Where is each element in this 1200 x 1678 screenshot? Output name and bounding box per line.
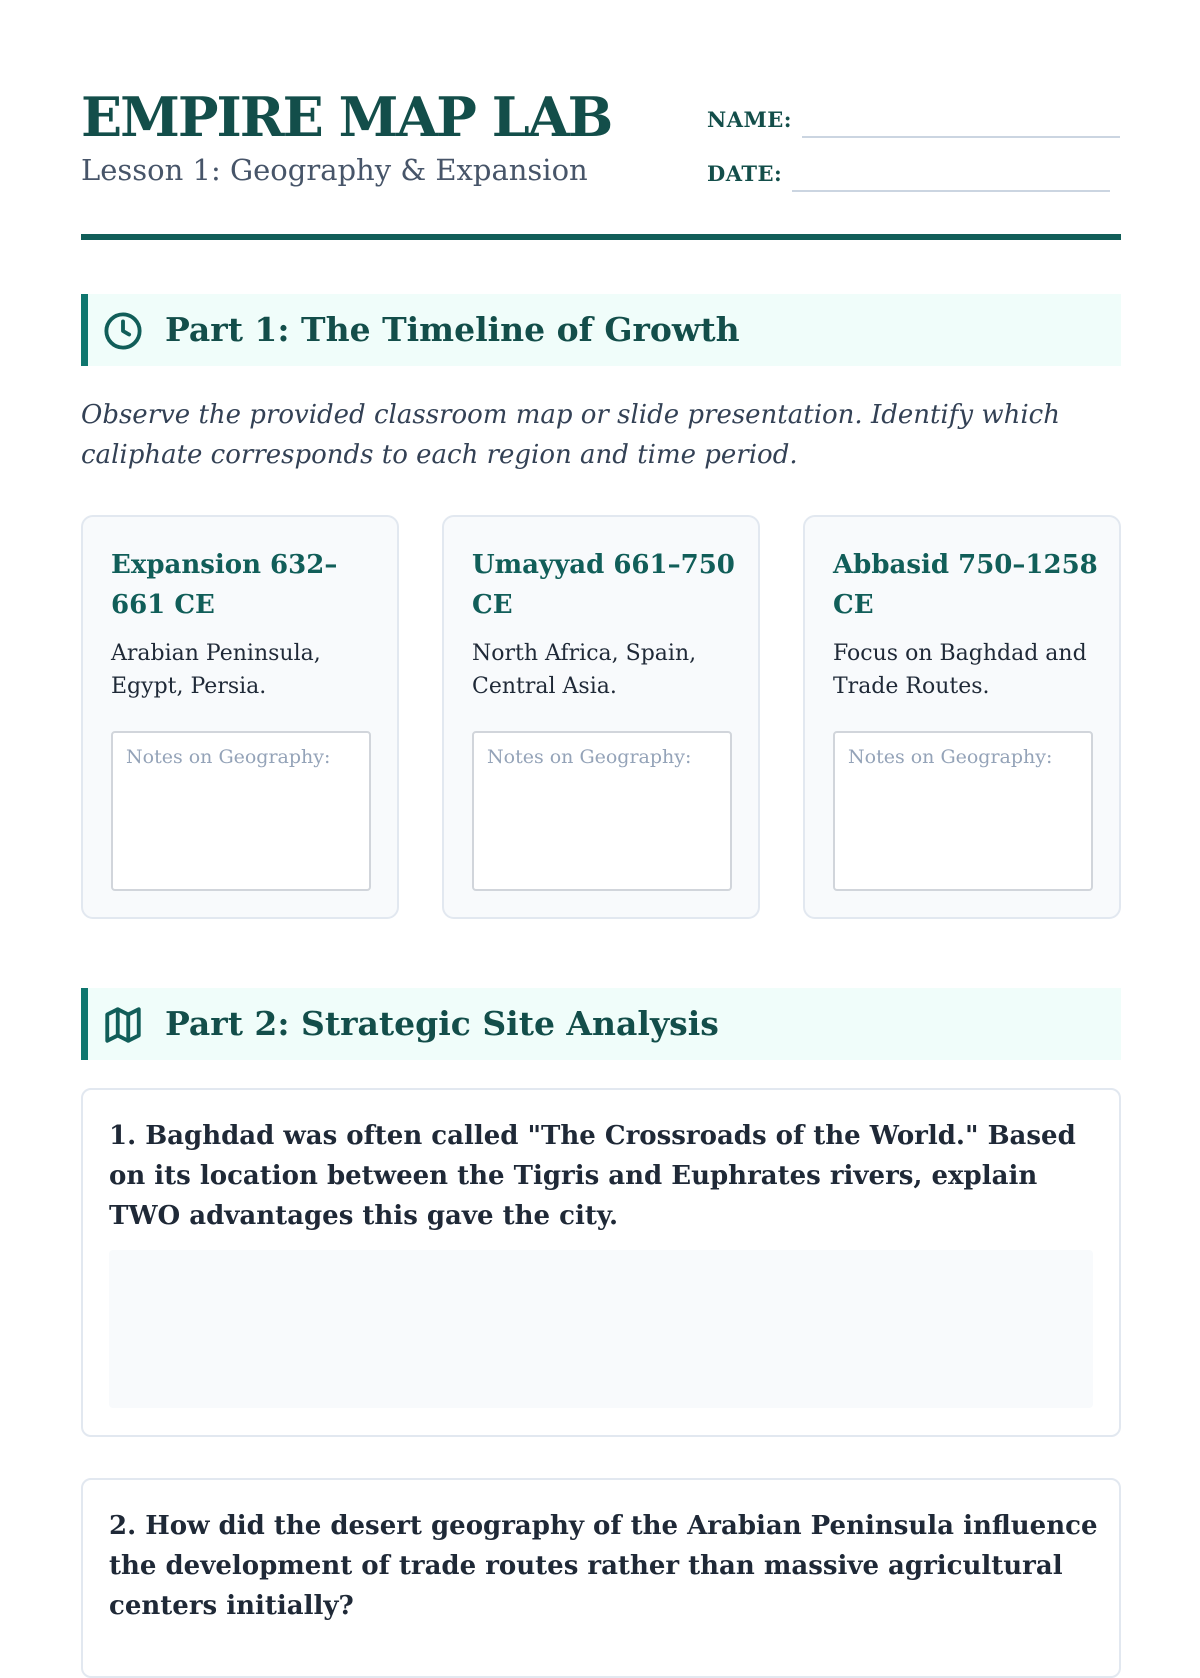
notes-box[interactable]	[472, 731, 732, 891]
answer-area[interactable]	[109, 1250, 1093, 1408]
date-field	[707, 154, 1111, 194]
part1-title: Part 1: The Timeline of Growth	[165, 310, 740, 349]
part1-header	[81, 294, 1121, 366]
question-text: 2. How did the desert geography of the Arabian Peninsula influence the development of trade routes rather than massive agricultural centers initially?	[109, 1511, 1098, 1621]
question-text: 1. Baghdad was often called "The Crossroads of the World." Based on its location between the Tigris and Euphrates rivers, explain TWO advantages this gave the city.	[109, 1121, 1076, 1231]
name-field	[707, 100, 1121, 140]
card-description: North Africa, Spain, Central Asia.	[472, 641, 697, 699]
name-label: NAME:	[707, 107, 792, 132]
card-title: Abbasid 750–1258 CE	[833, 550, 1098, 620]
notes-box[interactable]	[111, 731, 371, 891]
card-title: Umayyad 661–750 CE	[472, 550, 735, 620]
card-description: Arabian Peninsula, Egypt, Persia.	[111, 641, 321, 699]
question-2	[81, 1478, 1121, 1678]
name-line[interactable]	[802, 136, 1120, 138]
part1-instructions: Observe the provided classroom map or slide presentation. Identify which caliphate corresponds to each region and time period.	[81, 400, 1060, 470]
question-1	[81, 1088, 1121, 1437]
card-title: Expansion 632–661 CE	[111, 550, 338, 620]
card-abbasid	[803, 515, 1121, 919]
notes-box[interactable]	[833, 731, 1093, 891]
lesson-subtitle: Lesson 1: Geography & Expansion	[81, 153, 588, 187]
clock-icon	[102, 310, 144, 352]
part2-title: Part 2: Strategic Site Analysis	[165, 1004, 719, 1043]
card-description: Focus on Baghdad and Trade Routes.	[833, 641, 1087, 699]
card-expansion	[81, 515, 399, 919]
date-label: DATE:	[707, 161, 783, 186]
date-line[interactable]	[792, 190, 1110, 192]
header-divider	[81, 234, 1121, 240]
part2-header	[81, 988, 1121, 1060]
worksheet-title: EMPIRE MAP LAB	[81, 85, 612, 149]
map-icon	[102, 1004, 144, 1046]
card-umayyad	[442, 515, 760, 919]
notes-label: Notes on Geography:	[848, 746, 1053, 768]
notes-label: Notes on Geography:	[487, 746, 692, 768]
notes-label: Notes on Geography:	[126, 746, 331, 768]
worksheet-header	[81, 0, 1121, 242]
